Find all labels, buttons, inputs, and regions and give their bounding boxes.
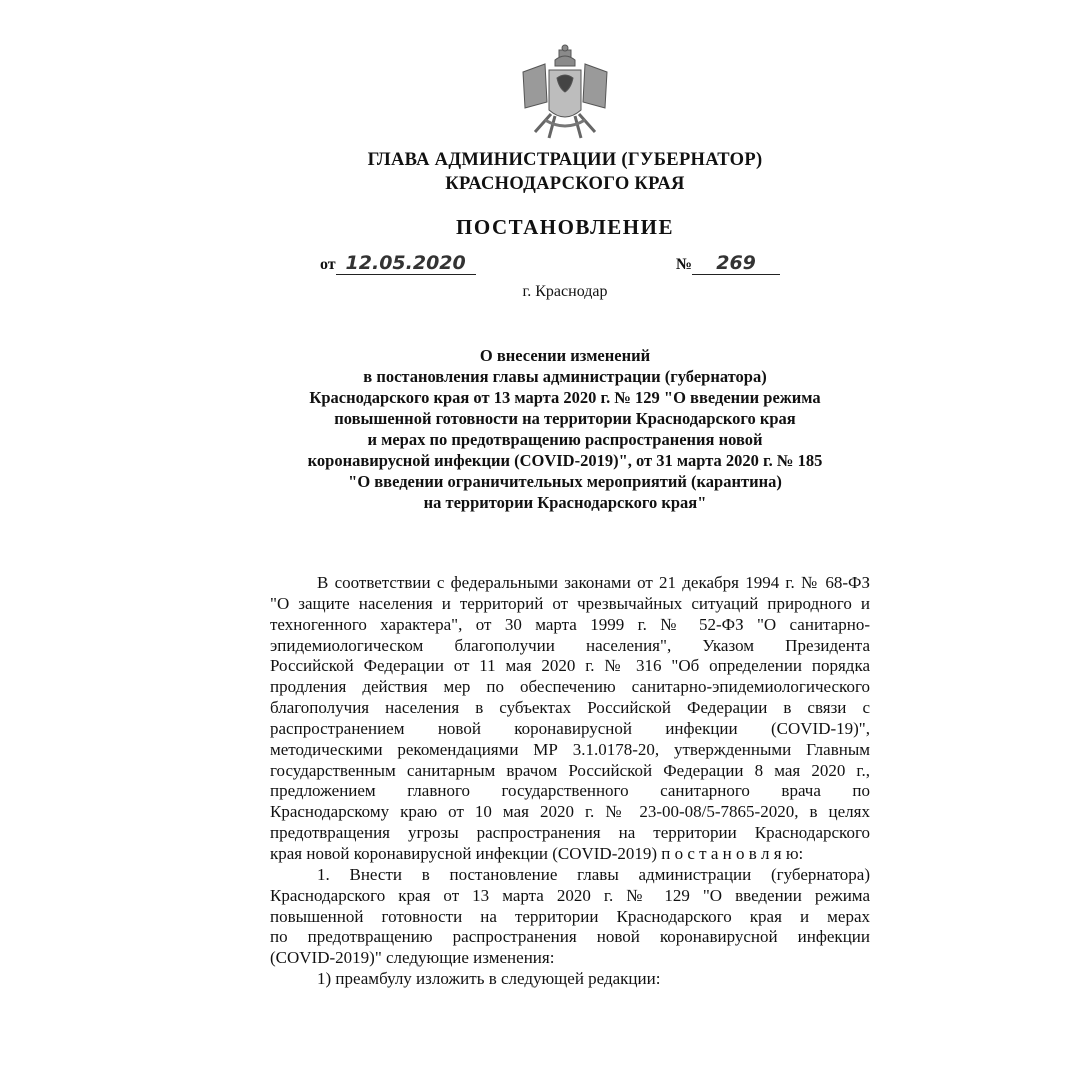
paragraph-2-line: (COVID-2019)" следующие изменения: — [270, 948, 555, 968]
document-subject — [0, 345, 1080, 513]
paragraph-2-line: по предотвращению распространения новой коронавирусной инфекции — [270, 927, 870, 947]
paragraph-1-line: эпидемиологическом благополучии населения", Указом Президента — [270, 635, 870, 655]
document-body — [270, 573, 870, 990]
subject-line: повышенной готовности на территории Краснодарского края — [334, 409, 796, 428]
paragraph-1-line: В соответствии с федеральными законами от 21 декабря 1994 г. № 68-ФЗ — [317, 573, 870, 592]
issuer-line-1: ГЛАВА АДМИНИСТРАЦИИ (ГУБЕРНАТОР) — [367, 150, 763, 170]
paragraph-1-line: распространением новой коронавирусной инфекции (COVID-19)", — [270, 718, 870, 738]
number-value: 269 — [692, 252, 780, 275]
paragraph-1-line: предотвращения угрозы распространения на территории Краснодарского — [270, 823, 870, 843]
paragraph-2-line: повышенной готовности на территории Краснодарского края и мерах — [270, 906, 870, 926]
krasnodar-coat-of-arms-emblem — [515, 42, 615, 144]
paragraph-1-line: продления действия мер по обеспечению санитарно-эпидемиологического — [270, 677, 870, 697]
date-prefix: от — [320, 256, 336, 273]
paragraph-1-line: Краснодарскому краю от 10 мая 2020 г. № 23-00-08/5-7865-2020, в целях — [270, 802, 870, 822]
paragraph-2-line: 1. Внести в постановление главы администрации (губернатора) — [317, 864, 870, 884]
paragraph-3-line: 1) преамбулу изложить в следующей редакции: — [317, 969, 661, 989]
paragraph-1-line: государственным санитарным врачом Российской Федерации 8 мая 2020 г., — [270, 760, 870, 780]
paragraph-2-line: Краснодарского края от 13 марта 2020 г. № 129 "О введении режима — [270, 885, 870, 905]
date-field — [320, 252, 476, 275]
paragraph-1-line: предложением главного государственного санитарного врача по — [270, 781, 870, 801]
subject-line: О внесении изменений — [479, 346, 651, 365]
paragraph-1-line: края новой коронавирусной инфекции (COVID-2019) п о с т а н о в л я ю: — [270, 843, 804, 863]
subject-line: и мерах по предотвращению распространения новой — [367, 430, 763, 449]
subject-line: на территории Краснодарского края" — [423, 493, 707, 512]
number-prefix: № — [676, 256, 693, 273]
date-value: 12.05.2020 — [336, 252, 476, 275]
paragraph-1-line: техногенного характера", от 30 марта 1999 г. № 52-ФЗ "О санитарно- — [270, 614, 870, 634]
city: г. Краснодар — [522, 283, 608, 300]
paragraph-1-line: "О защите населения и территорий от чрезвычайных ситуаций природного и — [270, 593, 870, 613]
subject-line: в постановления главы администрации (губернатора) — [363, 367, 767, 386]
issuer-line-2: КРАСНОДАРСКОГО КРАЯ — [445, 174, 685, 194]
paragraph-1-line: методическими рекомендациями МР 3.1.0178-20, утвержденными Главным — [270, 739, 870, 759]
number-field — [676, 252, 780, 275]
subject-line: "О введении ограничительных мероприятий (карантина) — [348, 472, 782, 491]
subject-line: Краснодарского края от 13 марта 2020 г. № 129 "О введении режима — [309, 388, 821, 407]
paragraph-1-line: благополучия населения в субъектах Российской Федерации в связи с — [270, 698, 870, 718]
document-type: ПОСТАНОВЛЕНИЕ — [456, 215, 674, 239]
subject-line: коронавирусной инфекции (COVID-2019)", от 31 марта 2020 г. № 185 — [307, 451, 823, 470]
paragraph-1-line: Российской Федерации от 11 мая 2020 г. № 316 "Об определении порядка — [270, 656, 870, 676]
